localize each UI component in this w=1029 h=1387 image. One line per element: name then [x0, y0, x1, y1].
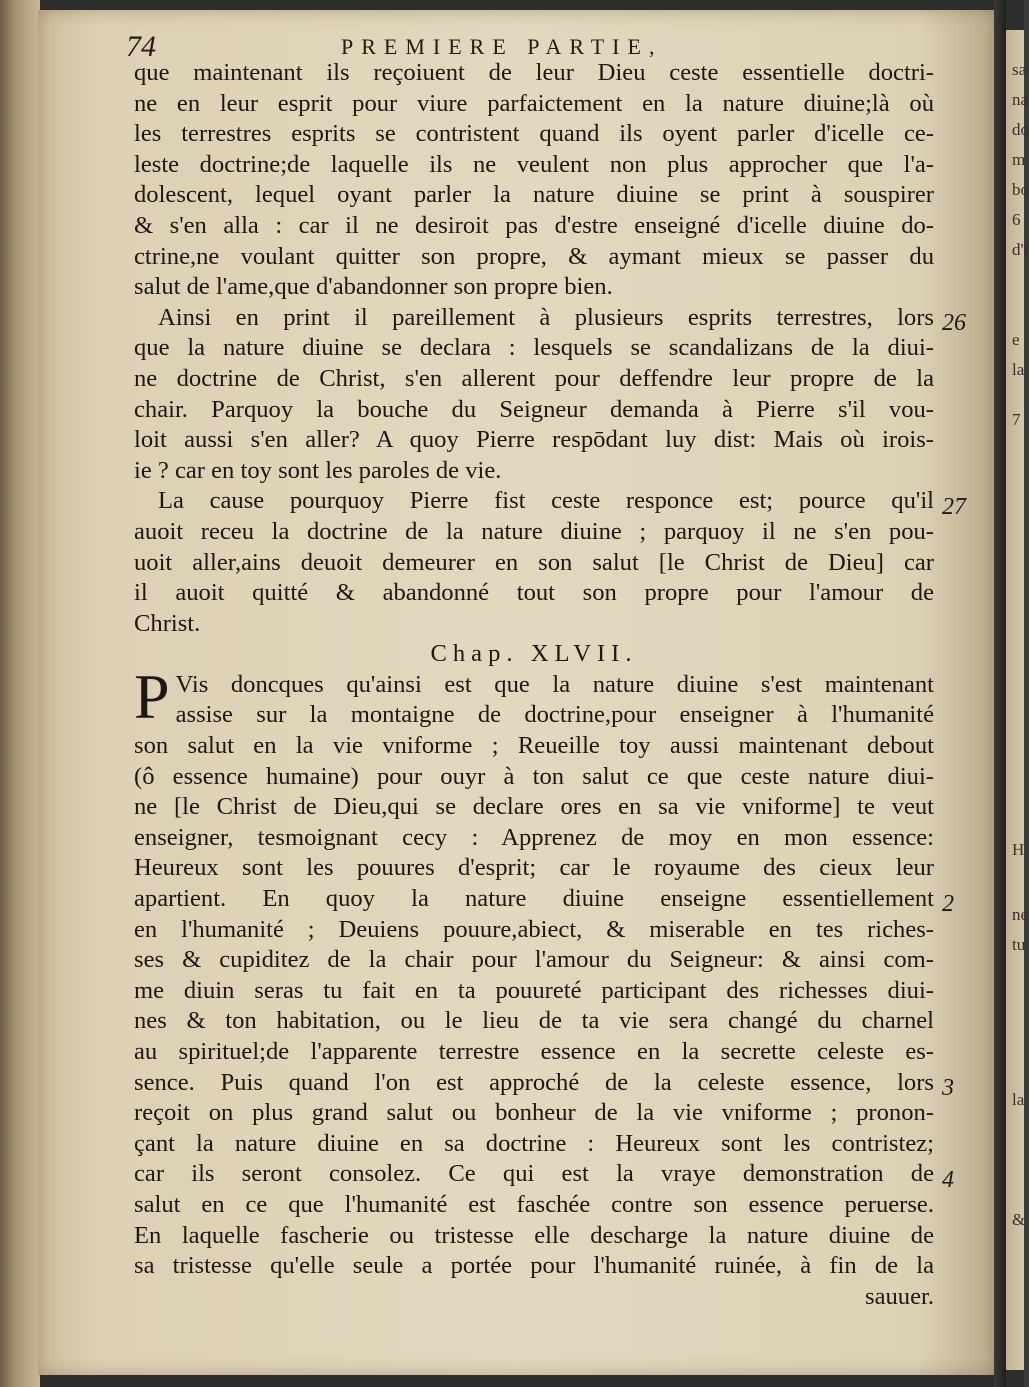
text-line: Heureux sont les pouures d'esprit; car le royaume des cieux leur — [134, 854, 934, 882]
page-number: 74 — [126, 30, 156, 63]
text-line: salut de l'ame,que d'abandonner son propre bien. — [134, 273, 613, 301]
text-line: auoit receu la doctrine de la nature diuine ; parquoy il ne s'en pou- — [134, 517, 934, 545]
text-line: apartient. En quoy la nature diuine enseigne essentiellement — [134, 885, 934, 913]
next-page-fragment: tu — [1012, 935, 1026, 954]
running-head: PREMIERE PARTIE, — [341, 34, 663, 59]
margin-verse-number: 2 — [942, 891, 954, 917]
drop-cap: P — [134, 660, 170, 732]
text-line: çant la nature diuine en sa doctrine : Heureux sont les contristez; — [134, 1129, 934, 1157]
next-page-fragment: & — [1012, 1210, 1026, 1229]
next-page-fragment: e — [1012, 330, 1020, 349]
next-page-fragment: la — [1012, 1090, 1025, 1109]
text-line: son salut en la vie vniforme ; Reueille toy aussi maintenant debout — [134, 732, 934, 760]
text-line: sa tristesse qu'elle seule a portée pour l'humanité ruinée, à fin de la — [134, 1252, 934, 1280]
text-line: ne [le Christ de Dieu,qui se declare ores en sa vie vniforme] te veut — [134, 793, 934, 821]
margin-verse-number: 4 — [942, 1167, 954, 1193]
text-line: me diuin seras tu fait en ta pouureté participant des richesses diui- — [134, 976, 934, 1004]
next-page-fragment: d'i — [1012, 240, 1029, 259]
next-page-fragment: ne — [1012, 905, 1029, 924]
next-page-fragment: la — [1012, 360, 1025, 379]
text-line: car ils seront consolez. Ce qui est la vraye demonstration de — [134, 1160, 934, 1188]
text-line: & s'en alla : car il ne desiroit pas d'estre enseigné d'icelle diuine do- — [134, 211, 934, 239]
text-line: ses & cupiditez de la chair pour l'amour du Seigneur: & ainsi com- — [134, 946, 934, 974]
page-body — [134, 58, 966, 1312]
text-line: loit aussi s'en aller? A quoy Pierre respōdant luy dist: Mais où irois- — [134, 426, 934, 454]
book-gutter — [994, 0, 1006, 1387]
text-line: uoit aller,ains deuoit demeurer en son salut [le Christ de Dieu] car — [134, 548, 934, 576]
text-line: Ainsi en print il pareillement à plusieurs esprits terrestres, lors — [158, 303, 934, 331]
text-line: nes & ton habitation, ou le lieu de ta vie sera changé du charnel — [134, 1007, 934, 1035]
text-line: ie ? car en toy sont les paroles de vie. — [134, 456, 502, 484]
next-page-fragment: sa — [1012, 60, 1027, 79]
next-page-fragment: na — [1012, 90, 1029, 109]
next-page-fragment: 7 — [1012, 410, 1021, 429]
text-line: assise sur la montaigne de doctrine,pour enseigner à l'humanité — [175, 701, 934, 729]
text-line: Christ. — [134, 609, 201, 637]
text-line: ne en leur esprit pour viure parfaictement en la nature diuine;là où — [134, 89, 934, 117]
margin-verse-number: 3 — [942, 1075, 954, 1101]
text-line: (ô essence humaine) pour ouyr à ton salut ce que ceste nature diui- — [134, 762, 934, 790]
text-line: en l'humanité ; Deuiens pouure,abiect, & miserable en tes riches- — [134, 915, 934, 943]
next-page-fragment: bo — [1012, 180, 1029, 199]
text-line: ctrine,ne voulant quitter son propre, & aymant mieux se passer du — [134, 242, 934, 270]
chapter-heading: Chap. XLVII. — [430, 640, 638, 668]
text-line: sence. Puis quand l'on est approché de la celeste essence, lors — [134, 1068, 934, 1096]
text-line: que maintenant ils reçoiuent de leur Dieu ceste essentielle doctri- — [134, 59, 934, 86]
text-line: leste doctrine;de laquelle ils ne veulent non plus approcher que l'a- — [134, 150, 934, 178]
text-line: En laquelle fascherie ou tristesse elle descharge la nature diuine de — [134, 1221, 934, 1249]
margin-verse-number: 27 — [942, 494, 966, 520]
text-line: enseigner, tesmoignant cecy : Apprenez de moy en mon essence: — [134, 823, 934, 851]
text-line: chair. Parquoy la bouche du Seigneur demanda à Pierre s'il vou- — [134, 395, 934, 423]
text-line: il auoit quitté & abandonné tout son propre pour l'amour de — [134, 579, 934, 607]
text-line: sauuer. — [865, 1282, 934, 1310]
text-line: salut en ce que l'humanité est faschée contre son essence peruerse. — [134, 1190, 934, 1218]
text-line: les terrestres esprits se contristent quand ils oyent parler d'icelle ce- — [134, 120, 934, 148]
next-page-edge — [1006, 30, 1029, 1370]
next-page-fragment: H — [1012, 840, 1025, 859]
next-page-fragment: do — [1012, 120, 1029, 139]
text-line: reçoit on plus grand salut ou bonheur de la vie vniforme ; pronon- — [134, 1099, 934, 1127]
text-line: P Vis doncques qu'ainsi est que la nature diuine s'est maintenant — [134, 660, 934, 732]
text-line: que la nature diuine se declara : lesquels se scandalizans de la diui- — [134, 334, 934, 362]
next-page-fragment: m — [1012, 150, 1026, 169]
text-line: dolescent, lequel oyant parler la nature diuine se print à souspirer — [134, 181, 934, 209]
book-left-edge — [0, 0, 40, 1387]
text-line: ne doctrine de Christ, s'en allerent pour deffendre leur propre de la — [134, 364, 934, 392]
next-page-fragment: 6 — [1012, 210, 1021, 229]
margin-verse-number: 26 — [942, 310, 966, 336]
text-line: au spirituel;de l'apparente terrestre essence en la secrette celeste es- — [134, 1038, 934, 1065]
text-line: La cause pourquoy Pierre fist ceste responce est; pource qu'il — [158, 487, 934, 515]
